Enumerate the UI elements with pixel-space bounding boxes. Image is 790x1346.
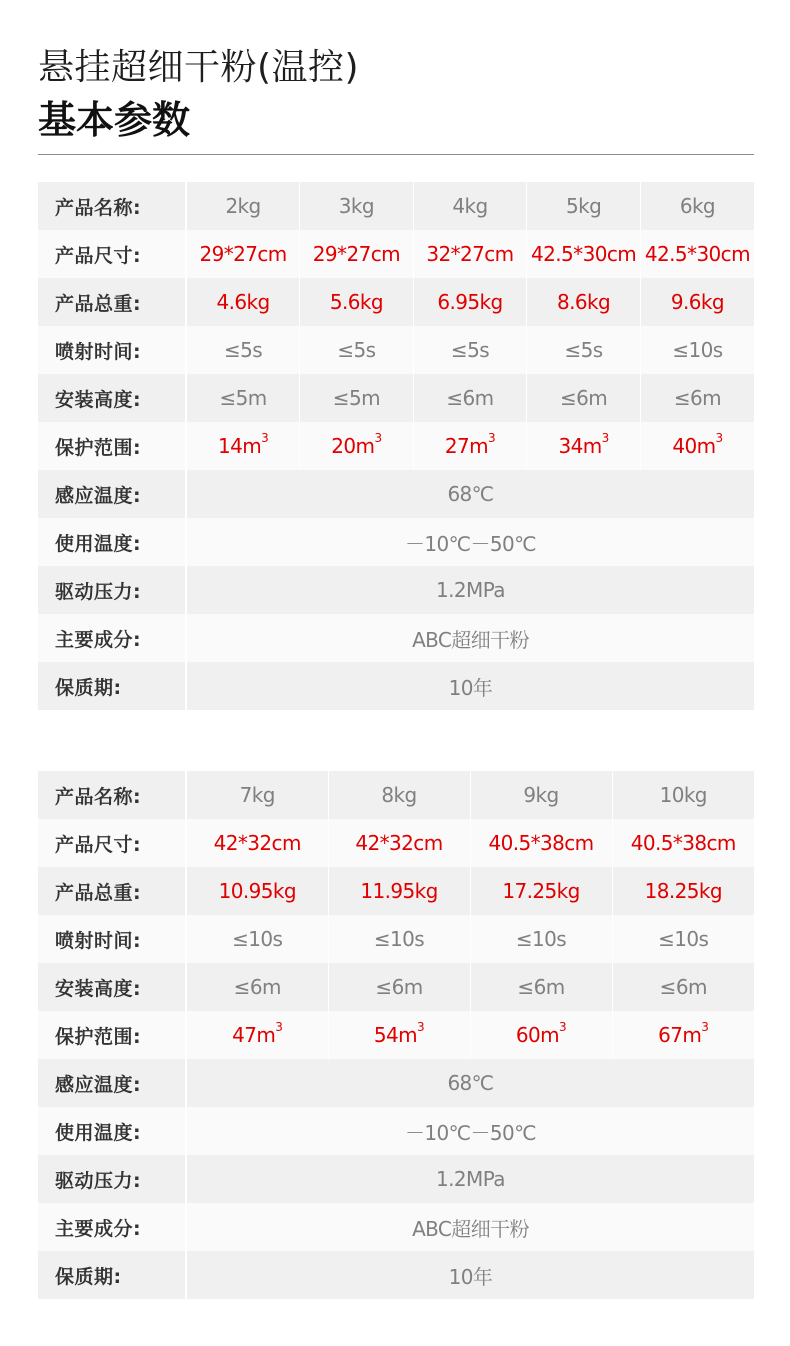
model-cell: 2kg bbox=[186, 182, 300, 230]
value-cell bbox=[470, 819, 612, 867]
row-label: 产品总重: bbox=[38, 278, 186, 326]
page-header bbox=[38, 46, 754, 144]
value-cell bbox=[612, 867, 754, 915]
value-text: ≤10s bbox=[672, 338, 723, 362]
row-label: 喷射时间: bbox=[38, 326, 186, 374]
unit-superscript: 3 bbox=[417, 1020, 425, 1034]
value-text: 34m bbox=[558, 434, 602, 458]
value-cell bbox=[186, 374, 300, 422]
table-row bbox=[38, 867, 754, 915]
value-cell bbox=[470, 915, 612, 963]
table-row bbox=[38, 566, 754, 614]
value-cell bbox=[413, 230, 527, 278]
value-text: ≤5s bbox=[450, 338, 490, 362]
value-cell bbox=[612, 963, 754, 1011]
value-text: 60m bbox=[515, 1023, 560, 1047]
table-row bbox=[38, 518, 754, 566]
merged-value-cell: －10℃－50℃ bbox=[186, 518, 754, 566]
value-text: 10.95kg bbox=[218, 879, 296, 903]
value-cell bbox=[186, 915, 328, 963]
value-text: ≤5s bbox=[223, 338, 263, 362]
value-cell bbox=[300, 422, 414, 470]
value-text: ≤5m bbox=[219, 386, 267, 410]
row-label: 产品尺寸: bbox=[38, 230, 186, 278]
spec-table-1 bbox=[38, 182, 754, 710]
row-label: 主要成分: bbox=[38, 614, 186, 662]
value-text: 4.6kg bbox=[216, 290, 270, 314]
value-cell bbox=[186, 422, 300, 470]
value-text: ≤5m bbox=[332, 386, 380, 410]
merged-value-cell: 10年 bbox=[186, 662, 754, 710]
model-cell: 7kg bbox=[186, 771, 328, 819]
value-cell bbox=[413, 374, 527, 422]
value-cell bbox=[640, 422, 754, 470]
unit-superscript: 3 bbox=[559, 1020, 567, 1034]
value-text: ≤6m bbox=[517, 975, 565, 999]
value-cell bbox=[470, 963, 612, 1011]
table-row bbox=[38, 771, 754, 819]
table-row bbox=[38, 614, 754, 662]
value-cell bbox=[413, 278, 527, 326]
value-cell bbox=[186, 326, 300, 374]
value-cell bbox=[527, 422, 641, 470]
row-label: 感应温度: bbox=[38, 1059, 186, 1107]
row-label: 使用温度: bbox=[38, 518, 186, 566]
value-text: ≤10s bbox=[658, 927, 709, 951]
row-label: 主要成分: bbox=[38, 1203, 186, 1251]
value-text: 18.25kg bbox=[644, 879, 722, 903]
value-cell bbox=[186, 963, 328, 1011]
row-label: 产品尺寸: bbox=[38, 819, 186, 867]
unit-superscript: 3 bbox=[374, 431, 382, 445]
value-cell bbox=[413, 422, 527, 470]
value-cell bbox=[527, 230, 641, 278]
value-cell bbox=[527, 326, 641, 374]
value-cell bbox=[612, 915, 754, 963]
merged-value-cell: 1.2MPa bbox=[186, 566, 754, 614]
model-cell: 3kg bbox=[300, 182, 414, 230]
unit-superscript: 3 bbox=[701, 1020, 709, 1034]
section-title: 基本参数 bbox=[38, 98, 191, 142]
table-row bbox=[38, 326, 754, 374]
table-row bbox=[38, 182, 754, 230]
value-text: ≤6m bbox=[375, 975, 423, 999]
value-text: 42.5*30cm bbox=[644, 242, 750, 266]
value-text: ≤10s bbox=[373, 927, 425, 951]
value-text: 42*32cm bbox=[213, 831, 301, 855]
merged-value-cell: －10℃－50℃ bbox=[186, 1107, 754, 1155]
row-label: 产品名称: bbox=[38, 182, 186, 230]
model-cell: 5kg bbox=[527, 182, 641, 230]
value-cell bbox=[300, 278, 414, 326]
unit-superscript: 3 bbox=[275, 1020, 283, 1034]
merged-value-cell: 1.2MPa bbox=[186, 1155, 754, 1203]
value-text: 9.6kg bbox=[670, 290, 724, 314]
value-cell bbox=[186, 867, 328, 915]
value-cell bbox=[640, 374, 754, 422]
value-cell bbox=[413, 326, 527, 374]
product-title: 悬挂超细干粉(温控) bbox=[38, 47, 360, 88]
row-label: 驱动压力: bbox=[38, 1155, 186, 1203]
model-cell: 9kg bbox=[470, 771, 612, 819]
table-row bbox=[38, 963, 754, 1011]
value-cell bbox=[527, 374, 641, 422]
value-cell bbox=[640, 326, 754, 374]
value-cell bbox=[470, 1011, 612, 1059]
value-cell bbox=[612, 819, 754, 867]
value-text: ≤6m bbox=[659, 975, 707, 999]
row-label: 安装高度: bbox=[38, 374, 186, 422]
table-row bbox=[38, 915, 754, 963]
row-label: 产品名称: bbox=[38, 771, 186, 819]
value-cell bbox=[186, 819, 328, 867]
value-text: 29*27cm bbox=[312, 242, 400, 266]
value-text: 42*32cm bbox=[355, 831, 443, 855]
merged-value-cell: 68℃ bbox=[186, 1059, 754, 1107]
value-text: 5.6kg bbox=[329, 290, 383, 314]
value-text: 54m bbox=[373, 1023, 418, 1047]
table-row bbox=[38, 662, 754, 710]
value-cell bbox=[300, 374, 414, 422]
value-cell bbox=[640, 278, 754, 326]
table-row bbox=[38, 422, 754, 470]
unit-superscript: 3 bbox=[601, 431, 609, 445]
header-divider bbox=[38, 154, 754, 155]
value-text: 20m bbox=[331, 434, 375, 458]
value-text: 17.25kg bbox=[502, 879, 580, 903]
value-cell bbox=[186, 230, 300, 278]
value-cell bbox=[328, 1011, 470, 1059]
table-row bbox=[38, 374, 754, 422]
value-text: 40m bbox=[672, 434, 716, 458]
merged-value-cell: 10年 bbox=[186, 1251, 754, 1299]
merged-value-cell: 68℃ bbox=[186, 470, 754, 518]
table-row bbox=[38, 230, 754, 278]
row-label: 保护范围: bbox=[38, 1011, 186, 1059]
model-cell: 10kg bbox=[612, 771, 754, 819]
value-text: ≤6m bbox=[233, 975, 281, 999]
value-text: ≤6m bbox=[559, 386, 608, 410]
value-text: 42.5*30cm bbox=[531, 242, 637, 266]
value-text: ≤10s bbox=[232, 927, 283, 951]
value-cell bbox=[300, 230, 414, 278]
value-cell bbox=[328, 819, 470, 867]
row-label: 感应温度: bbox=[38, 470, 186, 518]
value-text: ≤5s bbox=[337, 338, 376, 362]
model-cell: 6kg bbox=[640, 182, 754, 230]
value-text: 27m bbox=[444, 434, 489, 458]
row-label: 驱动压力: bbox=[38, 566, 186, 614]
table-row bbox=[38, 1059, 754, 1107]
model-cell: 8kg bbox=[328, 771, 470, 819]
table-row bbox=[38, 278, 754, 326]
value-text: 29*27cm bbox=[199, 242, 287, 266]
value-cell bbox=[612, 1011, 754, 1059]
value-text: ≤5s bbox=[564, 338, 603, 362]
value-cell bbox=[186, 278, 300, 326]
merged-value-cell: ABC超细干粉 bbox=[186, 614, 754, 662]
value-text: 67m bbox=[658, 1023, 702, 1047]
value-cell bbox=[300, 326, 414, 374]
row-label: 使用温度: bbox=[38, 1107, 186, 1155]
value-text: 40.5*38cm bbox=[630, 831, 736, 855]
value-cell bbox=[328, 915, 470, 963]
value-text: 8.6kg bbox=[557, 290, 611, 314]
row-label: 保护范围: bbox=[38, 422, 186, 470]
row-label: 喷射时间: bbox=[38, 915, 186, 963]
row-label: 保质期: bbox=[38, 1251, 186, 1299]
value-text: 14m bbox=[217, 434, 262, 458]
value-cell bbox=[328, 963, 470, 1011]
unit-superscript: 3 bbox=[715, 431, 723, 445]
unit-superscript: 3 bbox=[488, 431, 496, 445]
value-cell bbox=[328, 867, 470, 915]
merged-value-cell: ABC超细干粉 bbox=[186, 1203, 754, 1251]
table-row bbox=[38, 1011, 754, 1059]
value-text: 40.5*38cm bbox=[488, 831, 594, 855]
row-label: 产品总重: bbox=[38, 867, 186, 915]
value-cell bbox=[186, 1011, 328, 1059]
value-cell bbox=[470, 867, 612, 915]
table-row bbox=[38, 819, 754, 867]
value-text: ≤6m bbox=[446, 386, 494, 410]
value-text: 32*27cm bbox=[426, 242, 514, 266]
table-row bbox=[38, 470, 754, 518]
table-row bbox=[38, 1203, 754, 1251]
row-label: 保质期: bbox=[38, 662, 186, 710]
table-row bbox=[38, 1251, 754, 1299]
unit-superscript: 3 bbox=[261, 431, 269, 445]
table-row bbox=[38, 1155, 754, 1203]
value-text: 6.95kg bbox=[437, 290, 503, 314]
model-cell: 4kg bbox=[413, 182, 527, 230]
table-row bbox=[38, 1107, 754, 1155]
value-text: 47m bbox=[232, 1023, 276, 1047]
value-cell bbox=[640, 230, 754, 278]
value-cell bbox=[527, 278, 641, 326]
value-text: ≤6m bbox=[673, 386, 722, 410]
value-text: ≤10s bbox=[515, 927, 567, 951]
row-label: 安装高度: bbox=[38, 963, 186, 1011]
value-text: 11.95kg bbox=[360, 879, 438, 903]
spec-table-2 bbox=[38, 771, 754, 1299]
